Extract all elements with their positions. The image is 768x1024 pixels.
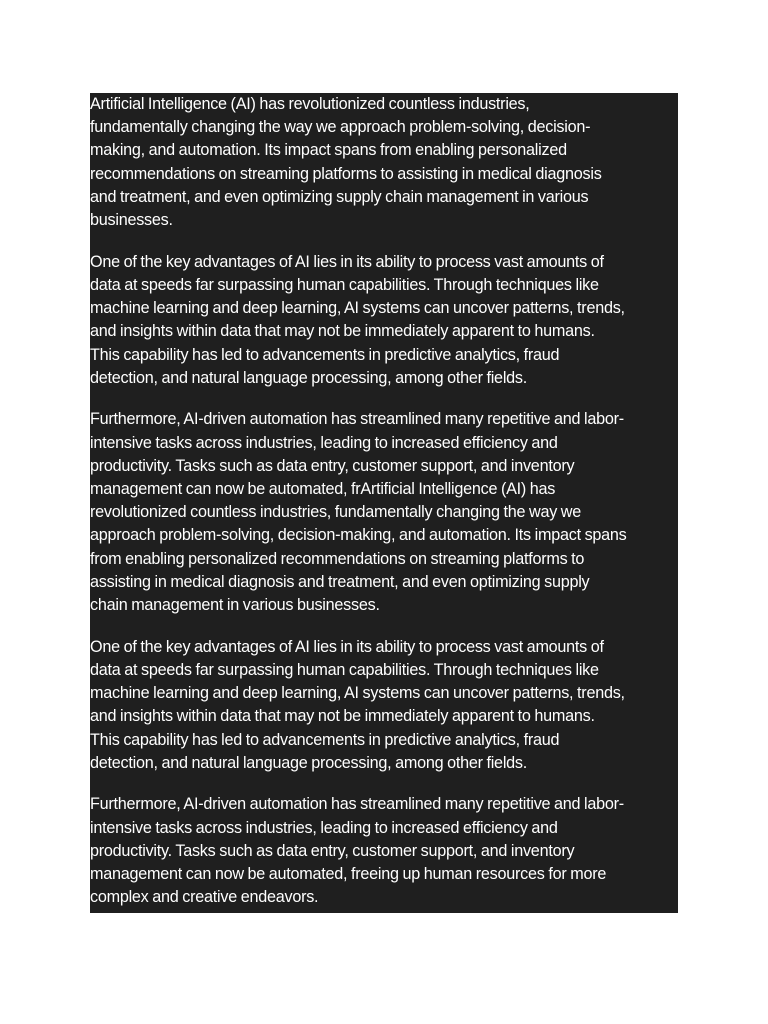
paragraph: Artificial Intelligence (AI) has revolutionized countless industries, fundamentally changing the way we approach problem-solving, decision- making, and automation. Its impact spans from enabling personalized recommendations on streaming platforms to assisting in medical diagnosis and treatment, and even optimizing supply chain management in various businesses. <box>90 95 602 230</box>
paragraph: One of the key advantages of AI lies in its ability to process vast amounts of data at speeds far surpassing human capabilities. Through techniques like machine learning and deep learning, AI systems can uncover patterns, trends, and insights within data that may not be immediately apparent to humans. This capability has led to advancements in predictive analytics, fraud detection, and natural language processing, among other fields. <box>90 637 625 772</box>
paragraph: Furthermore, AI-driven automation has streamlined many repetitive and labor- intensive tasks across industries, leading to increased efficiency and productivity. Tasks such as data entry, customer support, and inventory management can now be automated, frArtificial Intelligence (AI) has revolutionized countless industries, fundamentally changing the way we approach problem-solving, decision-making, and automation. Its impact spans from enabling personalized recommendations on streaming platforms to assisting in medical diagnosis and treatment, and even optimizing supply chain management in various businesses. <box>90 410 627 615</box>
text-block <box>90 93 678 913</box>
paragraph: Furthermore, AI-driven automation has streamlined many repetitive and labor- intensive tasks across industries, leading to increased efficiency and productivity. Tasks such as data entry, customer support, and inventory management can now be automated, freeing up human resources for more complex and creative endeavors. <box>90 795 624 907</box>
paragraph: One of the key advantages of AI lies in its ability to process vast amounts of data at speeds far surpassing human capabilities. Through techniques like machine learning and deep learning, AI systems can uncover patterns, trends, and insights within data that may not be immediately apparent to humans. This capability has led to advancements in predictive analytics, fraud detection, and natural language processing, among other fields. <box>90 252 625 387</box>
